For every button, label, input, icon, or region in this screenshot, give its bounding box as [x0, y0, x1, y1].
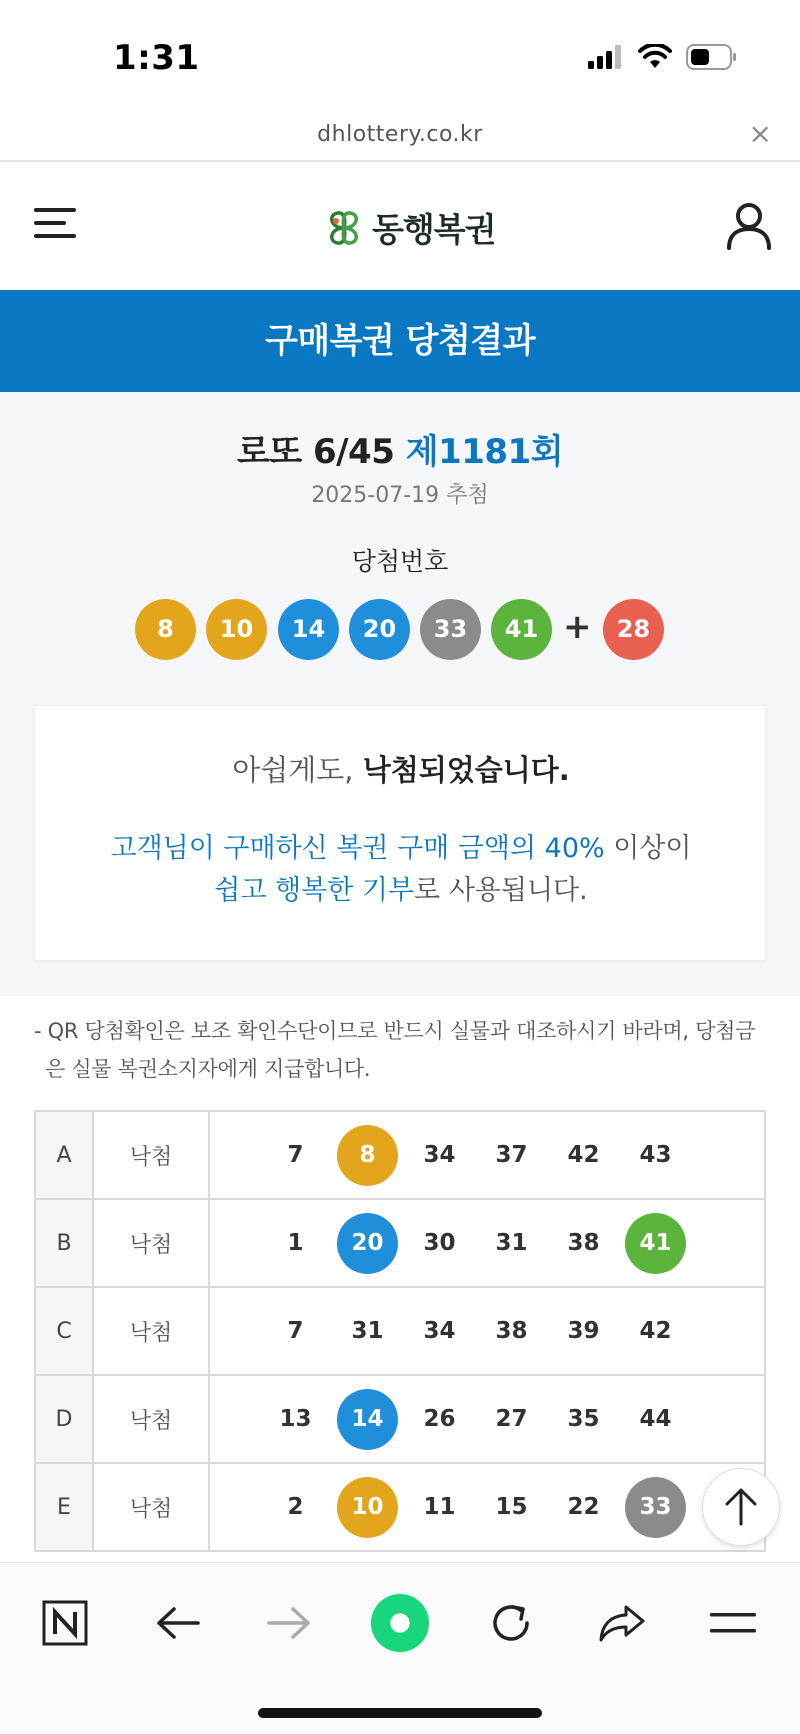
wifi-icon [638, 44, 672, 70]
forward-arrow-icon[interactable] [259, 1593, 319, 1653]
hamburger-menu-icon[interactable] [34, 206, 76, 240]
game-label: A [35, 1111, 93, 1199]
cellular-signal-icon [588, 45, 624, 69]
round-title [0, 424, 800, 473]
donation-text-2: 로 사용됩니다. [414, 875, 588, 906]
ticket-numbers [209, 1111, 765, 1199]
table-row [35, 1463, 765, 1551]
logo-text: 동행복권 [372, 210, 496, 249]
site-logo[interactable] [324, 204, 496, 251]
ticket-numbers [209, 1463, 765, 1551]
ticket-number: 31 [351, 1318, 384, 1344]
game-result: 낙첨 [93, 1463, 209, 1551]
site-header [0, 162, 800, 290]
ticket-number: 37 [495, 1142, 528, 1168]
ticket-number: 11 [423, 1494, 456, 1520]
ticket-numbers [209, 1375, 765, 1463]
game-result: 낙첨 [93, 1375, 209, 1463]
result-message-card [34, 705, 766, 961]
status-bar [0, 0, 800, 110]
clover-logo-icon [324, 208, 364, 248]
green-dot-button-icon[interactable] [370, 1593, 430, 1653]
ticket-number: 39 [567, 1318, 600, 1344]
result-message-bold: 낙첨되었습니다. [362, 753, 570, 787]
ticket-number: 31 [495, 1230, 528, 1256]
page-title-band [0, 290, 800, 392]
address-bar[interactable] [0, 110, 800, 162]
share-icon[interactable] [592, 1593, 652, 1653]
ticket-number: 35 [567, 1406, 600, 1432]
home-indicator [258, 1708, 542, 1718]
game-label: E [35, 1463, 93, 1551]
scroll-top-button[interactable] [702, 1468, 780, 1546]
ticket-number: 7 [287, 1142, 304, 1168]
naver-n-icon[interactable] [35, 1593, 95, 1653]
ticket-numbers [209, 1287, 765, 1375]
ticket-number: 22 [567, 1494, 600, 1520]
ticket-number: 13 [279, 1406, 312, 1432]
table-row [35, 1287, 765, 1375]
donation-message-line2 [35, 868, 767, 907]
game-label: D [35, 1375, 93, 1463]
menu-lines-icon[interactable] [703, 1593, 763, 1653]
ticket-number: 38 [567, 1230, 600, 1256]
game-label: C [35, 1287, 93, 1375]
donation-message-line1 [35, 826, 767, 865]
round-number: 제1181회 [405, 432, 564, 472]
donation-highlight: 고객님이 구매하신 복권 구매 금액의 40% [110, 833, 605, 864]
ticket-number: 42 [639, 1318, 672, 1344]
winning-numbers-label: 당첨번호 [351, 547, 449, 576]
qr-notice: - QR 당첨확인은 보조 확인수단이므로 반드시 실물과 대조하시기 바라며, 당첨금은 실물 복권소지자에게 지급합니다. [34, 1019, 756, 1081]
arrow-up-icon [724, 1488, 758, 1526]
donation-highlight-2: 쉽고 행복한 기부 [214, 875, 415, 906]
page-title: 구매복권 당첨결과 [264, 321, 536, 361]
status-icons [588, 44, 738, 70]
ticket-number-hit: 14 [337, 1389, 398, 1450]
ticket-number-hit: 41 [625, 1213, 686, 1274]
result-message-prefix: 아쉽게도, [232, 753, 363, 787]
ticket-number: 26 [423, 1406, 456, 1432]
ticket-number: 43 [639, 1142, 672, 1168]
ticket-number-hit: 10 [337, 1477, 398, 1538]
table-row [35, 1199, 765, 1287]
winning-ball: 8 [135, 599, 196, 660]
ticket-number: 27 [495, 1406, 528, 1432]
winning-ball: 20 [349, 599, 410, 660]
game-name: 로또 6/45 [236, 432, 395, 472]
ticket-number: 34 [423, 1142, 456, 1168]
ticket-number: 15 [495, 1494, 528, 1520]
game-label: B [35, 1199, 93, 1287]
bonus-ball: 28 [603, 599, 664, 660]
status-time: 1:31 [113, 38, 200, 78]
game-result: 낙첨 [93, 1111, 209, 1199]
refresh-icon[interactable] [481, 1593, 541, 1653]
game-result: 낙첨 [93, 1287, 209, 1375]
winning-ball: 41 [491, 599, 552, 660]
ticket-number: 38 [495, 1318, 528, 1344]
ticket-number: 34 [423, 1318, 456, 1344]
ticket-number: 1 [287, 1230, 304, 1256]
donation-text: 이상이 [604, 833, 692, 864]
ticket-numbers [209, 1199, 765, 1287]
winning-ball: 33 [420, 599, 481, 660]
table-row [35, 1375, 765, 1463]
ticket-number: 44 [639, 1406, 672, 1432]
result-message [35, 748, 767, 789]
user-icon[interactable] [726, 202, 772, 250]
ticket-table [34, 1110, 766, 1552]
ticket-number-hit: 8 [337, 1125, 398, 1186]
url-text[interactable]: dhlottery.co.kr [317, 122, 483, 147]
ticket-number: 42 [567, 1142, 600, 1168]
back-arrow-icon[interactable] [148, 1593, 208, 1653]
winning-numbers [0, 599, 800, 661]
game-result: 낙첨 [93, 1199, 209, 1287]
winning-ball: 14 [278, 599, 339, 660]
battery-icon [686, 44, 738, 70]
plus-sign: + [563, 607, 592, 647]
ticket-number: 2 [287, 1494, 304, 1520]
close-icon[interactable]: × [748, 117, 772, 150]
ticket-number-hit: 20 [337, 1213, 398, 1274]
result-section [0, 392, 800, 996]
draw-date: 2025-07-19 추첨 [311, 483, 489, 508]
ticket-number: 30 [423, 1230, 456, 1256]
ticket-number: 7 [287, 1318, 304, 1344]
ticket-number-hit: 33 [625, 1477, 686, 1538]
table-row [35, 1111, 765, 1199]
winning-ball: 10 [206, 599, 267, 660]
